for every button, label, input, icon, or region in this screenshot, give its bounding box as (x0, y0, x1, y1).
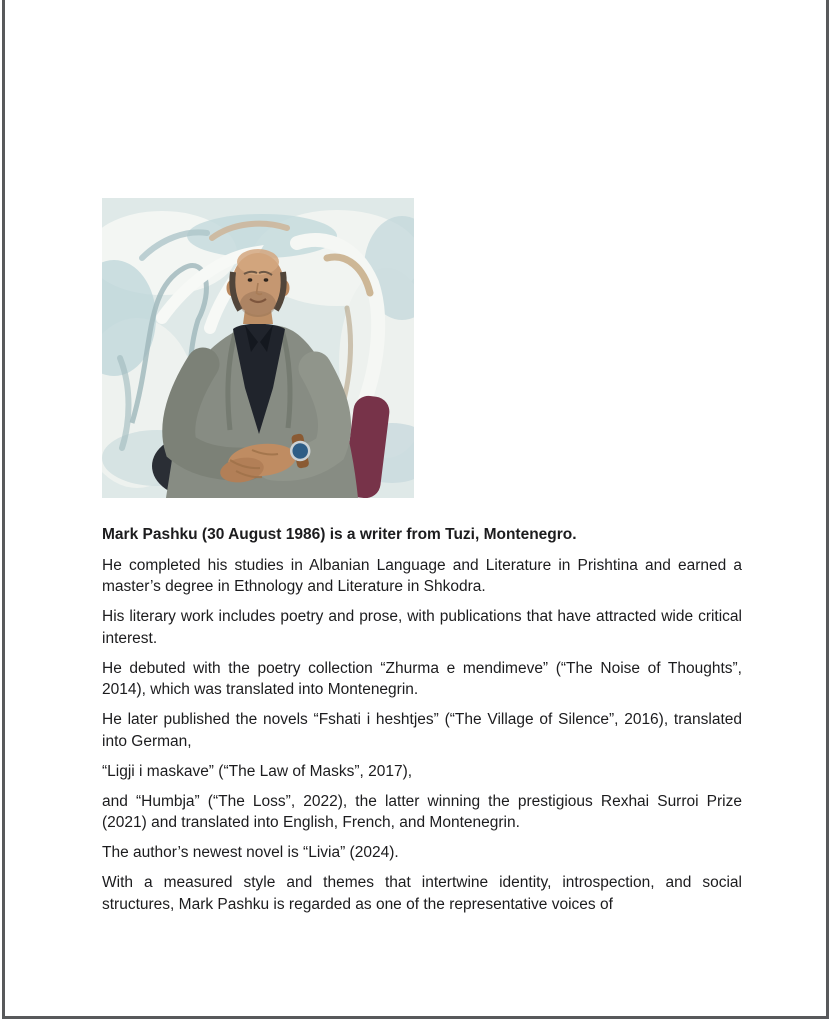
bio-paragraph: He completed his studies in Albanian Language and Literature in Prishtina and earned a master’s degree in Ethnology and Literature in Shkodra. (102, 556, 742, 595)
bio-paragraph: “Ligji i maskave” (“The Law of Masks”, 2017), (102, 762, 413, 780)
page-frame (2, 0, 829, 1019)
author-photo (102, 198, 414, 498)
bio-paragraph: His literary work includes poetry and prose, with publications that have attracted wide critical interest. (102, 608, 742, 647)
bio-paragraph: With a measured style and themes that intertwine identity, introspection, and social structures, Mark Pashku is regarded as one of the representative voices of (102, 874, 742, 913)
bio-paragraph: He later published the novels “Fshati i heshtjes” (“The Village of Silence”, 2016), translated into German, (102, 711, 742, 750)
bio-heading: Mark Pashku (30 August 1986) is a writer from Tuzi, Montenegro. (102, 526, 577, 543)
bio-paragraph: and “Humbja” (“The Loss”, 2022), the latter winning the prestigious Rexhai Surroi Prize (2021) and translated into English, French, and Montenegrin. (102, 792, 742, 831)
bio-paragraph: The author’s newest novel is “Livia” (2024). (102, 844, 399, 861)
biography-article (102, 524, 742, 924)
bio-paragraph: He debuted with the poetry collection “Zhurma e mendimeve” (“The Noise of Thoughts”, 2014), which was translated into Montenegrin. (102, 659, 742, 698)
